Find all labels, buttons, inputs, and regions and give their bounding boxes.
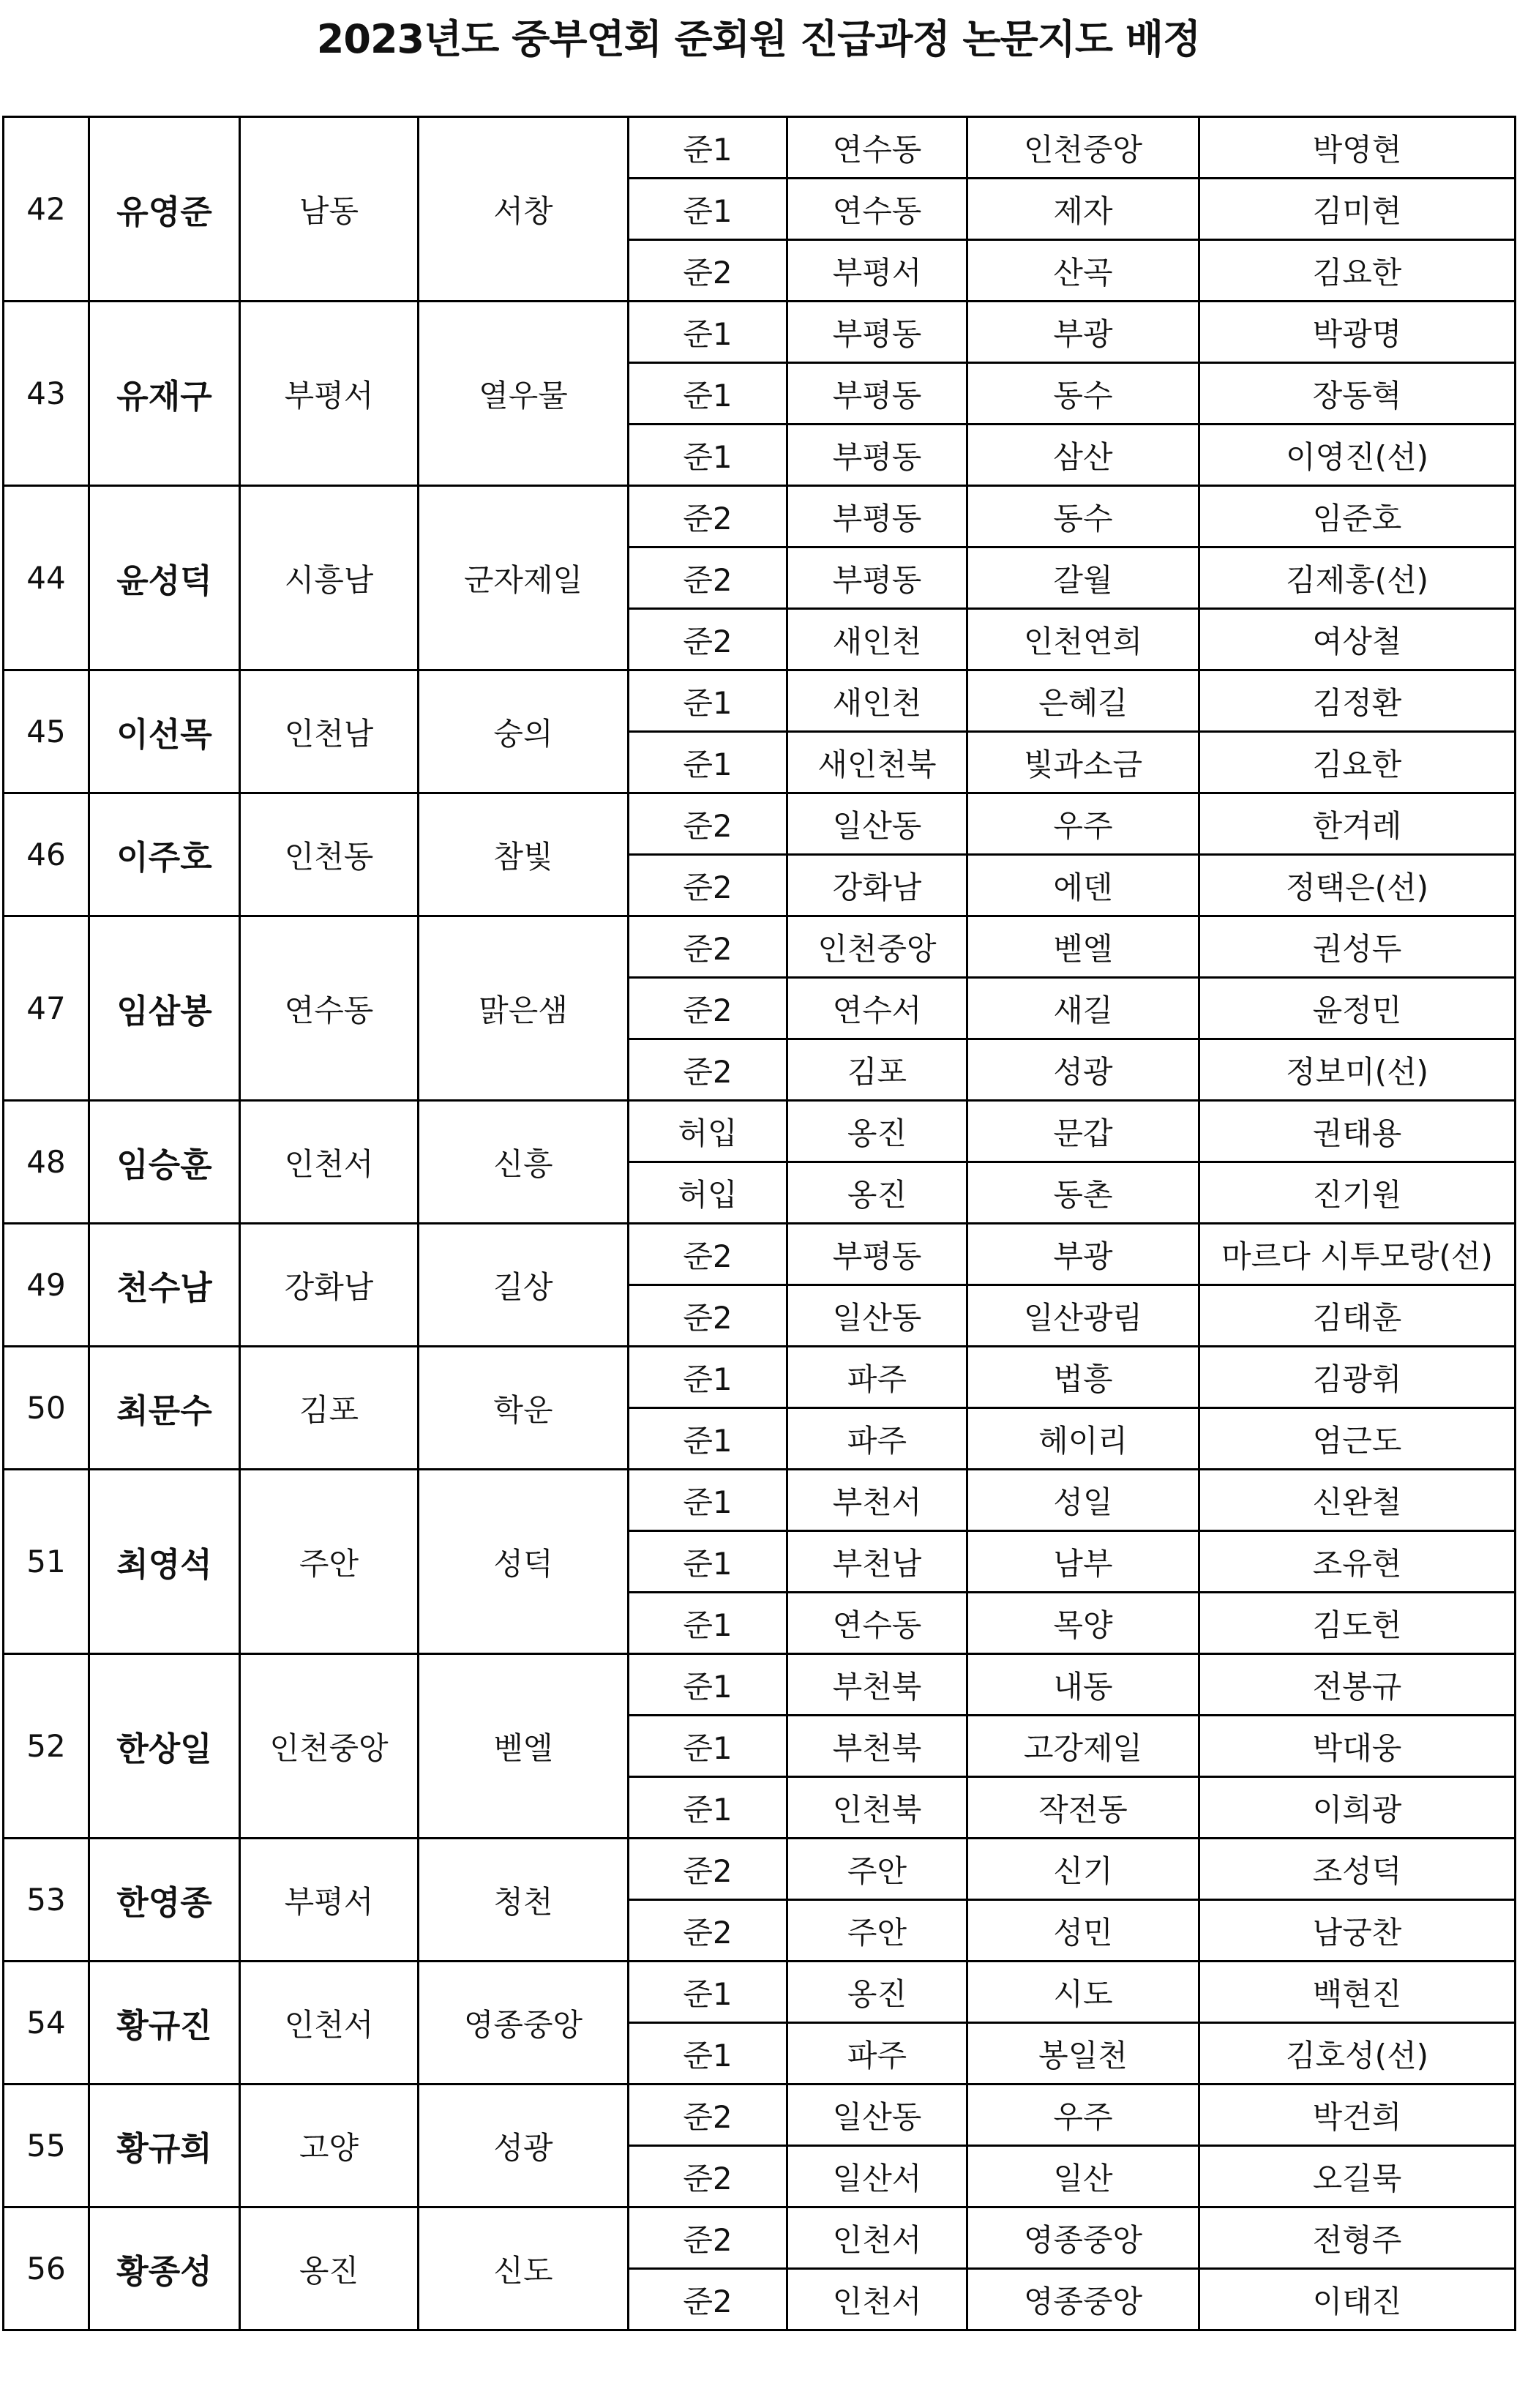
student-name: 조성덕 — [1199, 1839, 1516, 1900]
student-level: 준1 — [629, 302, 787, 363]
student-church: 제자 — [967, 179, 1199, 240]
advisor-name: 이주호 — [89, 793, 240, 916]
student-church: 봉일천 — [967, 2023, 1199, 2084]
student-district: 옹진 — [787, 1101, 967, 1162]
student-level: 준2 — [629, 1839, 787, 1900]
student-church: 동수 — [967, 363, 1199, 425]
student-district: 일산동 — [787, 1285, 967, 1347]
student-level: 준2 — [629, 978, 787, 1039]
student-name: 권태용 — [1199, 1101, 1516, 1162]
table-row — [4, 793, 1516, 855]
student-name: 권성두 — [1199, 916, 1516, 978]
advisor-name: 최영석 — [89, 1470, 240, 1654]
student-church: 부광 — [967, 302, 1199, 363]
table-row — [4, 1962, 1516, 2023]
advisor-name: 한상일 — [89, 1654, 240, 1839]
group-number: 49 — [4, 1224, 89, 1347]
student-level: 준1 — [629, 117, 787, 179]
student-church: 시도 — [967, 1962, 1199, 2023]
student-level: 허입 — [629, 1101, 787, 1162]
advisor-church: 성광 — [419, 2084, 629, 2207]
advisor-district: 부평서 — [240, 302, 419, 486]
student-church: 에덴 — [967, 855, 1199, 916]
advisor-church: 학운 — [419, 1347, 629, 1470]
advisor-district: 고양 — [240, 2084, 419, 2207]
student-level: 준1 — [629, 732, 787, 793]
student-name: 김요한 — [1199, 240, 1516, 302]
student-church: 산곡 — [967, 240, 1199, 302]
advisor-name: 유영준 — [89, 117, 240, 302]
student-level: 준1 — [629, 1470, 787, 1531]
table-row — [4, 1224, 1516, 1285]
advisor-church: 신흥 — [419, 1101, 629, 1224]
student-church: 성광 — [967, 1039, 1199, 1101]
student-level: 준1 — [629, 1408, 787, 1470]
student-name: 윤정민 — [1199, 978, 1516, 1039]
student-district: 부천서 — [787, 1470, 967, 1531]
advisor-church: 영종중앙 — [419, 1962, 629, 2084]
student-church: 헤이리 — [967, 1408, 1199, 1470]
advisor-district: 인천서 — [240, 1962, 419, 2084]
advisor-church: 벧엘 — [419, 1654, 629, 1839]
advisor-name: 최문수 — [89, 1347, 240, 1470]
advisor-church: 신도 — [419, 2207, 629, 2330]
student-district: 강화남 — [787, 855, 967, 916]
table-row — [4, 1654, 1516, 1716]
student-district: 새인천북 — [787, 732, 967, 793]
student-level: 준2 — [629, 1039, 787, 1101]
advisor-district: 주안 — [240, 1470, 419, 1654]
advisor-district: 연수동 — [240, 916, 419, 1101]
group-number: 46 — [4, 793, 89, 916]
student-level: 준1 — [629, 1777, 787, 1839]
advisor-district: 강화남 — [240, 1224, 419, 1347]
group-number: 48 — [4, 1101, 89, 1224]
student-name: 마르다 시투모랑(선) — [1199, 1224, 1516, 1285]
student-level: 준2 — [629, 1224, 787, 1285]
table-row — [4, 1347, 1516, 1408]
student-district: 인천서 — [787, 2207, 967, 2269]
student-church: 신기 — [967, 1839, 1199, 1900]
student-church: 남부 — [967, 1531, 1199, 1593]
student-level: 준2 — [629, 547, 787, 609]
advisor-district: 인천동 — [240, 793, 419, 916]
table-row — [4, 1101, 1516, 1162]
student-level: 준2 — [629, 1285, 787, 1347]
student-district: 새인천 — [787, 609, 967, 670]
student-church: 문갑 — [967, 1101, 1199, 1162]
advisor-district: 인천남 — [240, 670, 419, 793]
table-row — [4, 117, 1516, 179]
advisor-name: 천수남 — [89, 1224, 240, 1347]
advisor-church: 성덕 — [419, 1470, 629, 1654]
student-name: 장동혁 — [1199, 363, 1516, 425]
advisor-name: 한영종 — [89, 1839, 240, 1962]
student-district: 부평동 — [787, 302, 967, 363]
student-district: 새인천 — [787, 670, 967, 732]
student-church: 일산광림 — [967, 1285, 1199, 1347]
student-district: 일산동 — [787, 2084, 967, 2146]
group-number: 53 — [4, 1839, 89, 1962]
student-name: 김태훈 — [1199, 1285, 1516, 1347]
student-district: 주안 — [787, 1900, 967, 1962]
student-district: 연수동 — [787, 179, 967, 240]
student-district: 파주 — [787, 1408, 967, 1470]
group-number: 55 — [4, 2084, 89, 2207]
student-church: 동촌 — [967, 1162, 1199, 1224]
student-name: 김제홍(선) — [1199, 547, 1516, 609]
student-name: 김요한 — [1199, 732, 1516, 793]
student-district: 파주 — [787, 2023, 967, 2084]
student-name: 정택은(선) — [1199, 855, 1516, 916]
student-church: 인천중앙 — [967, 117, 1199, 179]
student-church: 작전동 — [967, 1777, 1199, 1839]
advisor-district: 남동 — [240, 117, 419, 302]
student-church: 내동 — [967, 1654, 1199, 1716]
advisor-district: 시흥남 — [240, 486, 419, 670]
student-district: 부평동 — [787, 547, 967, 609]
student-church: 인천연희 — [967, 609, 1199, 670]
student-district: 부평동 — [787, 425, 967, 486]
table-row — [4, 1470, 1516, 1531]
student-church: 영종중앙 — [967, 2269, 1199, 2330]
advisor-district: 김포 — [240, 1347, 419, 1470]
advisor-name: 임삼봉 — [89, 916, 240, 1101]
table-row — [4, 1839, 1516, 1900]
student-level: 준1 — [629, 1716, 787, 1777]
student-level: 준2 — [629, 486, 787, 547]
advisor-church: 서창 — [419, 117, 629, 302]
student-name: 이희광 — [1199, 1777, 1516, 1839]
student-church: 성민 — [967, 1900, 1199, 1962]
student-name: 김정환 — [1199, 670, 1516, 732]
student-level: 허입 — [629, 1162, 787, 1224]
student-name: 전봉규 — [1199, 1654, 1516, 1716]
advisor-district: 인천중앙 — [240, 1654, 419, 1839]
student-name: 김광휘 — [1199, 1347, 1516, 1408]
student-level: 준1 — [629, 1531, 787, 1593]
student-level: 준1 — [629, 1654, 787, 1716]
student-level: 준2 — [629, 855, 787, 916]
group-number: 47 — [4, 916, 89, 1101]
student-name: 임준호 — [1199, 486, 1516, 547]
student-name: 엄근도 — [1199, 1408, 1516, 1470]
table-row — [4, 302, 1516, 363]
table-row — [4, 486, 1516, 547]
student-district: 부평동 — [787, 363, 967, 425]
student-level: 준1 — [629, 2023, 787, 2084]
student-level: 준2 — [629, 2207, 787, 2269]
student-church: 빛과소금 — [967, 732, 1199, 793]
student-district: 인천중앙 — [787, 916, 967, 978]
advisor-church: 열우물 — [419, 302, 629, 486]
student-name: 박건희 — [1199, 2084, 1516, 2146]
student-church: 우주 — [967, 2084, 1199, 2146]
student-district: 부평동 — [787, 486, 967, 547]
advisor-church: 참빛 — [419, 793, 629, 916]
student-district: 부천남 — [787, 1531, 967, 1593]
student-district: 인천서 — [787, 2269, 967, 2330]
student-level: 준1 — [629, 1593, 787, 1654]
student-district: 연수서 — [787, 978, 967, 1039]
student-level: 준1 — [629, 670, 787, 732]
student-church: 동수 — [967, 486, 1199, 547]
student-name: 오길묵 — [1199, 2146, 1516, 2207]
student-name: 백현진 — [1199, 1962, 1516, 2023]
student-district: 주안 — [787, 1839, 967, 1900]
student-name: 박대웅 — [1199, 1716, 1516, 1777]
student-district: 연수동 — [787, 117, 967, 179]
student-level: 준1 — [629, 179, 787, 240]
student-level: 준2 — [629, 2146, 787, 2207]
advisor-name: 황종성 — [89, 2207, 240, 2330]
student-name: 진기원 — [1199, 1162, 1516, 1224]
student-level: 준2 — [629, 2084, 787, 2146]
advisor-name: 유재구 — [89, 302, 240, 486]
student-church: 법흥 — [967, 1347, 1199, 1408]
advisor-name: 황규희 — [89, 2084, 240, 2207]
table-row — [4, 916, 1516, 978]
student-name: 신완철 — [1199, 1470, 1516, 1531]
student-district: 옹진 — [787, 1162, 967, 1224]
assignment-table — [2, 116, 1516, 2331]
student-name: 남궁찬 — [1199, 1900, 1516, 1962]
student-name: 김도헌 — [1199, 1593, 1516, 1654]
group-number: 52 — [4, 1654, 89, 1839]
student-name: 김미현 — [1199, 179, 1516, 240]
student-church: 고강제일 — [967, 1716, 1199, 1777]
group-number: 43 — [4, 302, 89, 486]
student-level: 준2 — [629, 916, 787, 978]
student-church: 우주 — [967, 793, 1199, 855]
student-district: 부천북 — [787, 1716, 967, 1777]
group-number: 45 — [4, 670, 89, 793]
student-district: 옹진 — [787, 1962, 967, 2023]
group-number: 44 — [4, 486, 89, 670]
group-number: 42 — [4, 117, 89, 302]
student-level: 준2 — [629, 240, 787, 302]
advisor-church: 길상 — [419, 1224, 629, 1347]
student-district: 부평서 — [787, 240, 967, 302]
page-title: 2023년도 중부연회 준회원 진급과정 논문지도 배정 — [316, 16, 1201, 62]
student-district: 부천북 — [787, 1654, 967, 1716]
table-row — [4, 670, 1516, 732]
student-name: 이영진(선) — [1199, 425, 1516, 486]
advisor-church: 군자제일 — [419, 486, 629, 670]
student-name: 박영현 — [1199, 117, 1516, 179]
student-church: 삼산 — [967, 425, 1199, 486]
student-church: 벧엘 — [967, 916, 1199, 978]
student-district: 인천북 — [787, 1777, 967, 1839]
student-name: 정보미(선) — [1199, 1039, 1516, 1101]
student-name: 전형주 — [1199, 2207, 1516, 2269]
student-district: 일산서 — [787, 2146, 967, 2207]
group-number: 50 — [4, 1347, 89, 1470]
student-district: 부평동 — [787, 1224, 967, 1285]
student-name: 김호성(선) — [1199, 2023, 1516, 2084]
student-name: 여상철 — [1199, 609, 1516, 670]
student-level: 준2 — [629, 609, 787, 670]
student-district: 파주 — [787, 1347, 967, 1408]
advisor-name: 황규진 — [89, 1962, 240, 2084]
advisor-name: 윤성덕 — [89, 486, 240, 670]
student-church: 성일 — [967, 1470, 1199, 1531]
student-church: 일산 — [967, 2146, 1199, 2207]
advisor-name: 이선목 — [89, 670, 240, 793]
student-district: 김포 — [787, 1039, 967, 1101]
student-level: 준1 — [629, 1347, 787, 1408]
student-district: 일산동 — [787, 793, 967, 855]
advisor-church: 맑은샘 — [419, 916, 629, 1101]
advisor-church: 숭의 — [419, 670, 629, 793]
student-name: 조유현 — [1199, 1531, 1516, 1593]
group-number: 56 — [4, 2207, 89, 2330]
student-district: 연수동 — [787, 1593, 967, 1654]
student-church: 부광 — [967, 1224, 1199, 1285]
student-level: 준2 — [629, 2269, 787, 2330]
student-church: 영종중앙 — [967, 2207, 1199, 2269]
student-level: 준2 — [629, 1900, 787, 1962]
table-row — [4, 2084, 1516, 2146]
advisor-church: 청천 — [419, 1839, 629, 1962]
advisor-district: 옹진 — [240, 2207, 419, 2330]
student-church: 목양 — [967, 1593, 1199, 1654]
student-level: 준1 — [629, 1962, 787, 2023]
advisor-name: 임승훈 — [89, 1101, 240, 1224]
student-level: 준1 — [629, 363, 787, 425]
student-church: 은혜길 — [967, 670, 1199, 732]
student-name: 한겨레 — [1199, 793, 1516, 855]
student-level: 준2 — [629, 793, 787, 855]
student-level: 준1 — [629, 425, 787, 486]
student-church: 새길 — [967, 978, 1199, 1039]
student-name: 이태진 — [1199, 2269, 1516, 2330]
group-number: 54 — [4, 1962, 89, 2084]
advisor-district: 부평서 — [240, 1839, 419, 1962]
table-row — [4, 2207, 1516, 2269]
group-number: 51 — [4, 1470, 89, 1654]
student-name: 박광명 — [1199, 302, 1516, 363]
student-church: 갈월 — [967, 547, 1199, 609]
advisor-district: 인천서 — [240, 1101, 419, 1224]
